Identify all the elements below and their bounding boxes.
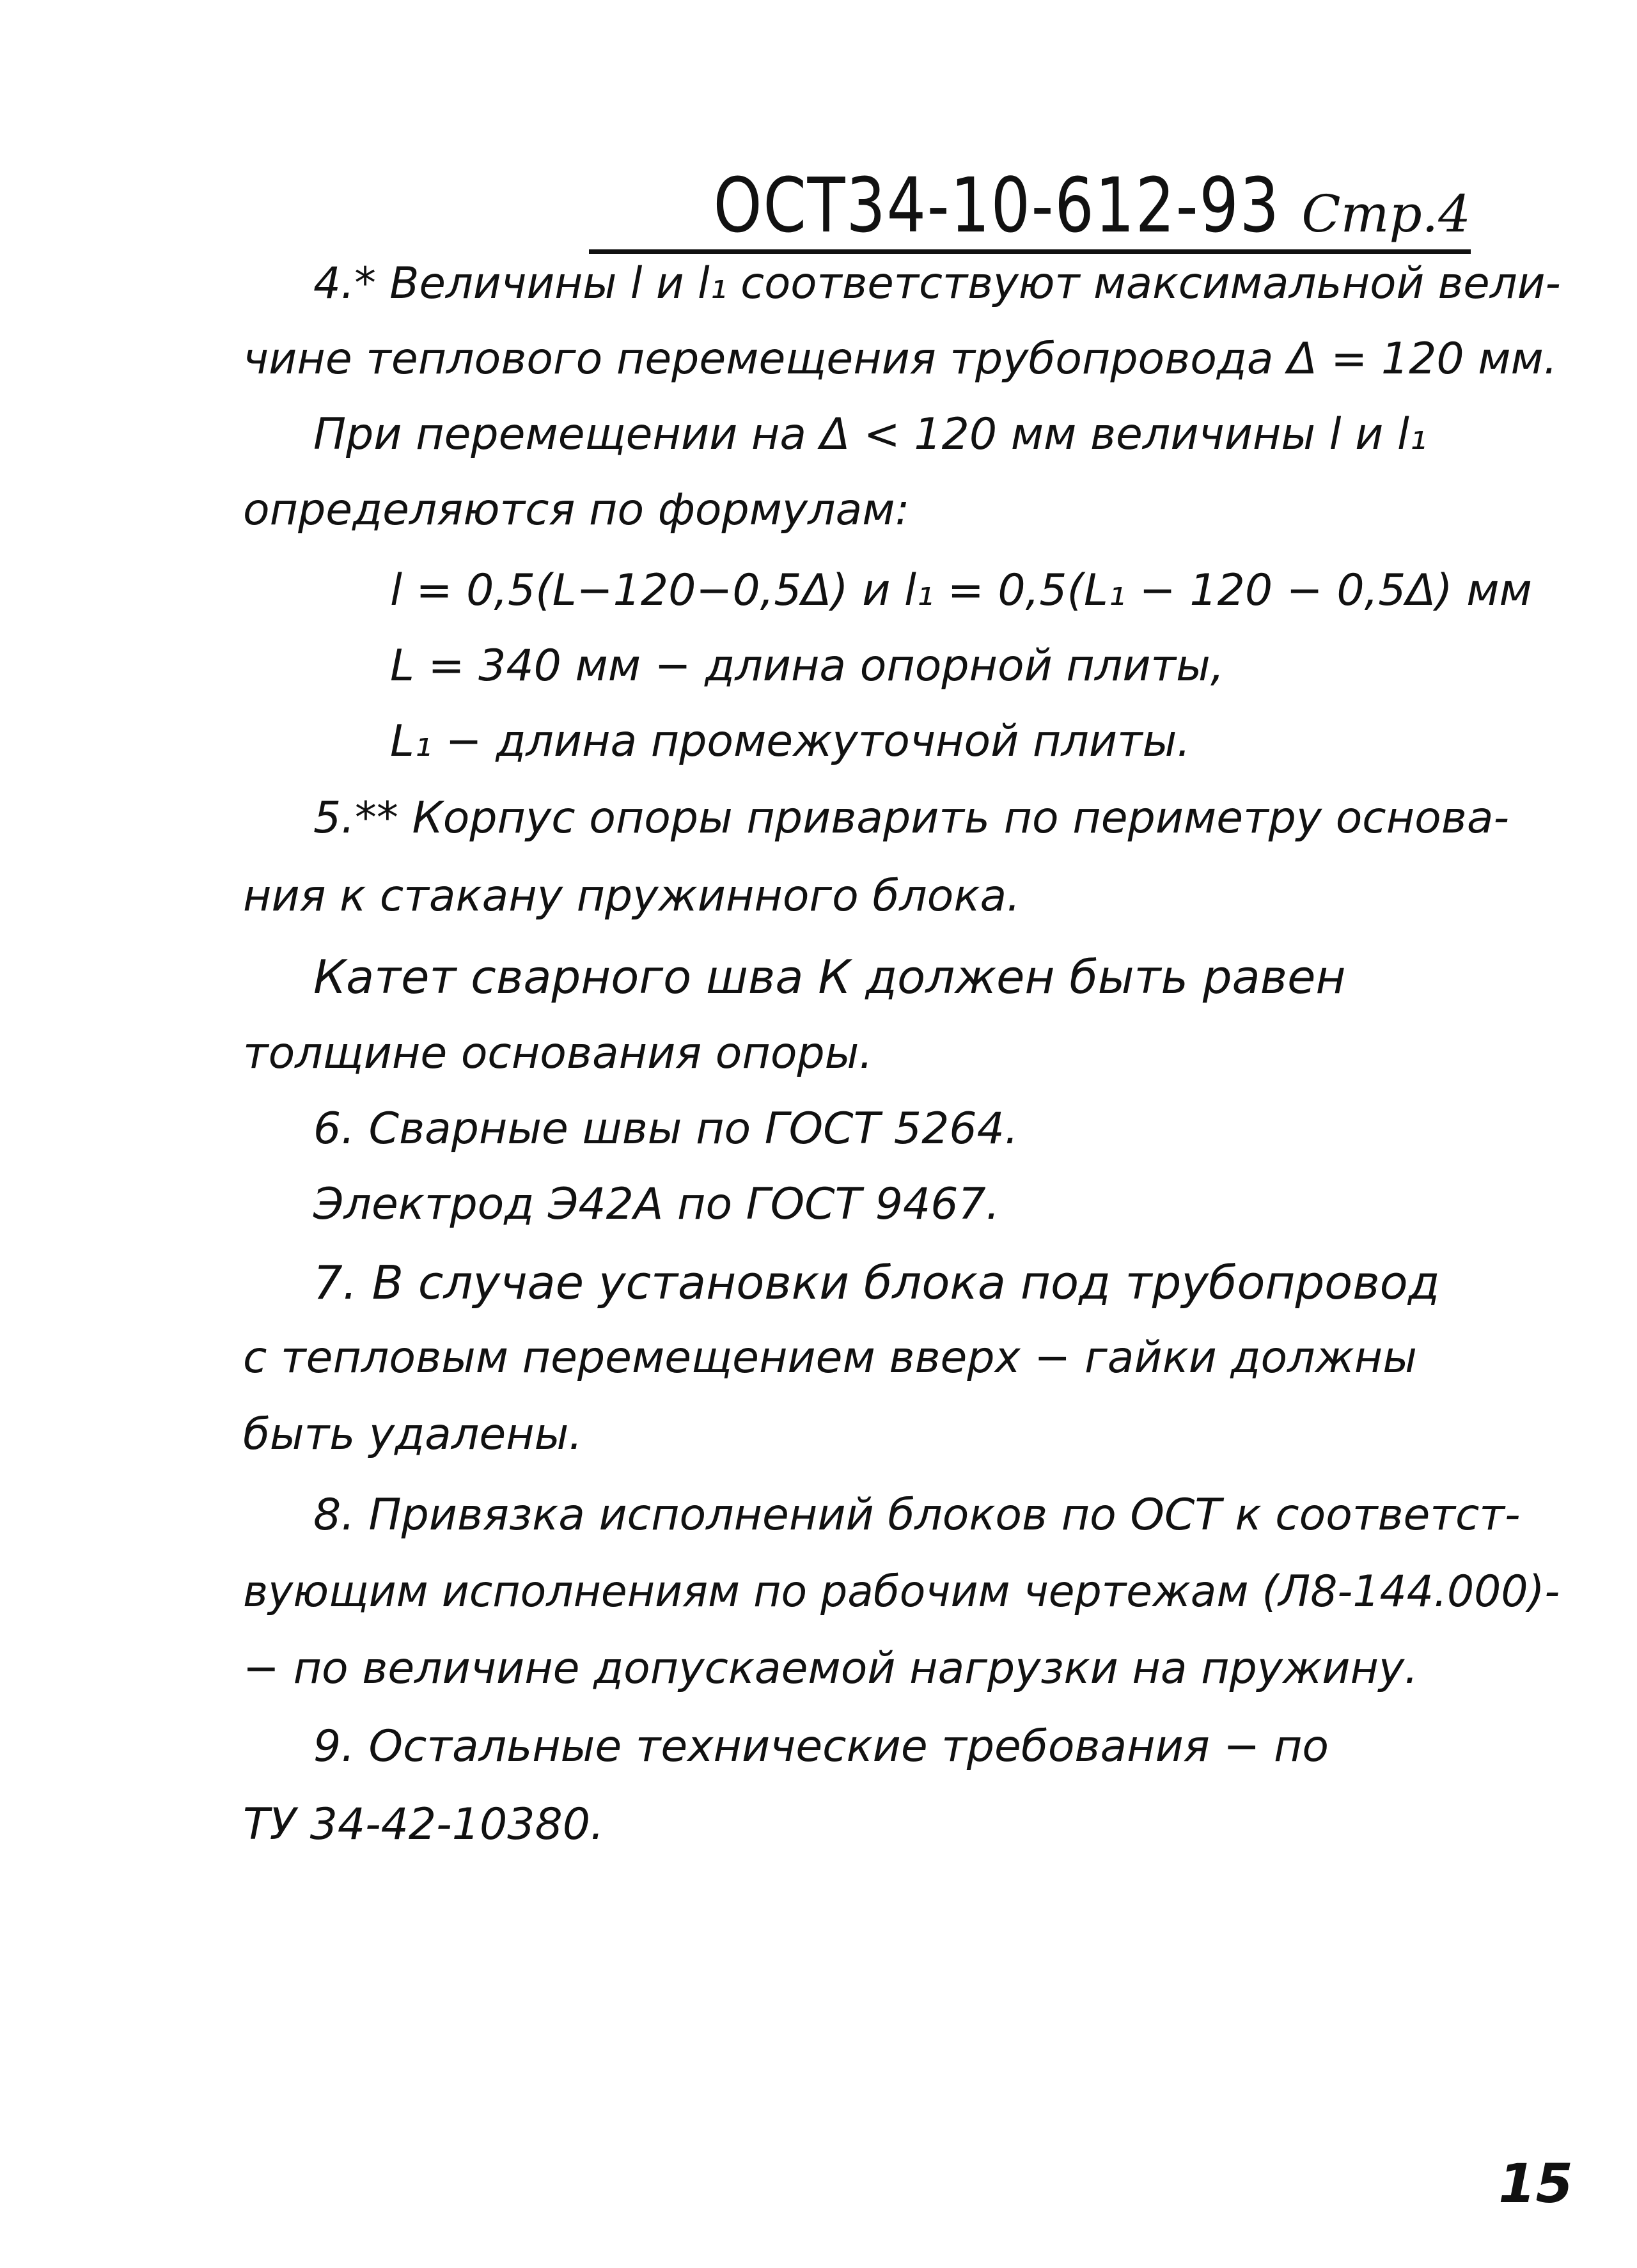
text-line: Электрод Э42А по ГОСТ 9467. — [313, 1179, 1000, 1230]
text-line: L = 340 мм − длина опорной плиты, — [390, 641, 1225, 691]
text-line: 7. В случае установки блока под трубопровод — [313, 1256, 1440, 1310]
text-line: 6. Сварные швы по ГОСТ 5264. — [313, 1104, 1019, 1154]
text-line: − по величине допускаемой нагрузки на пружину. — [243, 1643, 1418, 1694]
text-line: ТУ 34-42-10380. — [243, 1799, 604, 1850]
text-line: 8. Привязка исполнений блоков по ОСТ к соответст- — [313, 1490, 1521, 1540]
text-line: 4.* Величины l и l₁ соответствуют максимальной вели- — [313, 258, 1561, 309]
text-line: L₁ − длина промежуточной плиты. — [390, 716, 1191, 767]
text-line: определяются по формулам: — [243, 485, 910, 535]
text-line: При перемещении на Δ < 120 мм величины l и l₁ — [313, 409, 1427, 460]
page-number: 15 — [1498, 2152, 1573, 2215]
text-line: ния к стакану пружинного блока. — [243, 871, 1021, 921]
text-line: 5.** Корпус опоры приварить по периметру основа- — [313, 793, 1510, 843]
formula-line: l = 0,5(L−120−0,5Δ) и l₁ = 0,5(L₁ − 120 − 0,5Δ) мм — [390, 565, 1532, 616]
text-line: Катет сварного шва К должен быть равен — [313, 950, 1346, 1004]
text-line: толщине основания опоры. — [243, 1028, 873, 1079]
document-code: ОСТ34-10-612-93 — [713, 161, 1280, 249]
text-line: вующим исполнениям по рабочим чертежам (Л8-144.000)- — [243, 1567, 1560, 1617]
text-line: 9. Остальные технические требования − по — [313, 1721, 1329, 1772]
text-line: быть удалены. — [243, 1409, 583, 1460]
document-header — [589, 161, 1471, 254]
text-line: с тепловым перемещением вверх − гайки должны — [243, 1333, 1417, 1383]
text-line: чине теплового перемещения трубопровода Δ = 120 мм. — [243, 334, 1558, 384]
sheet-number: Стр.4 — [1301, 184, 1471, 244]
